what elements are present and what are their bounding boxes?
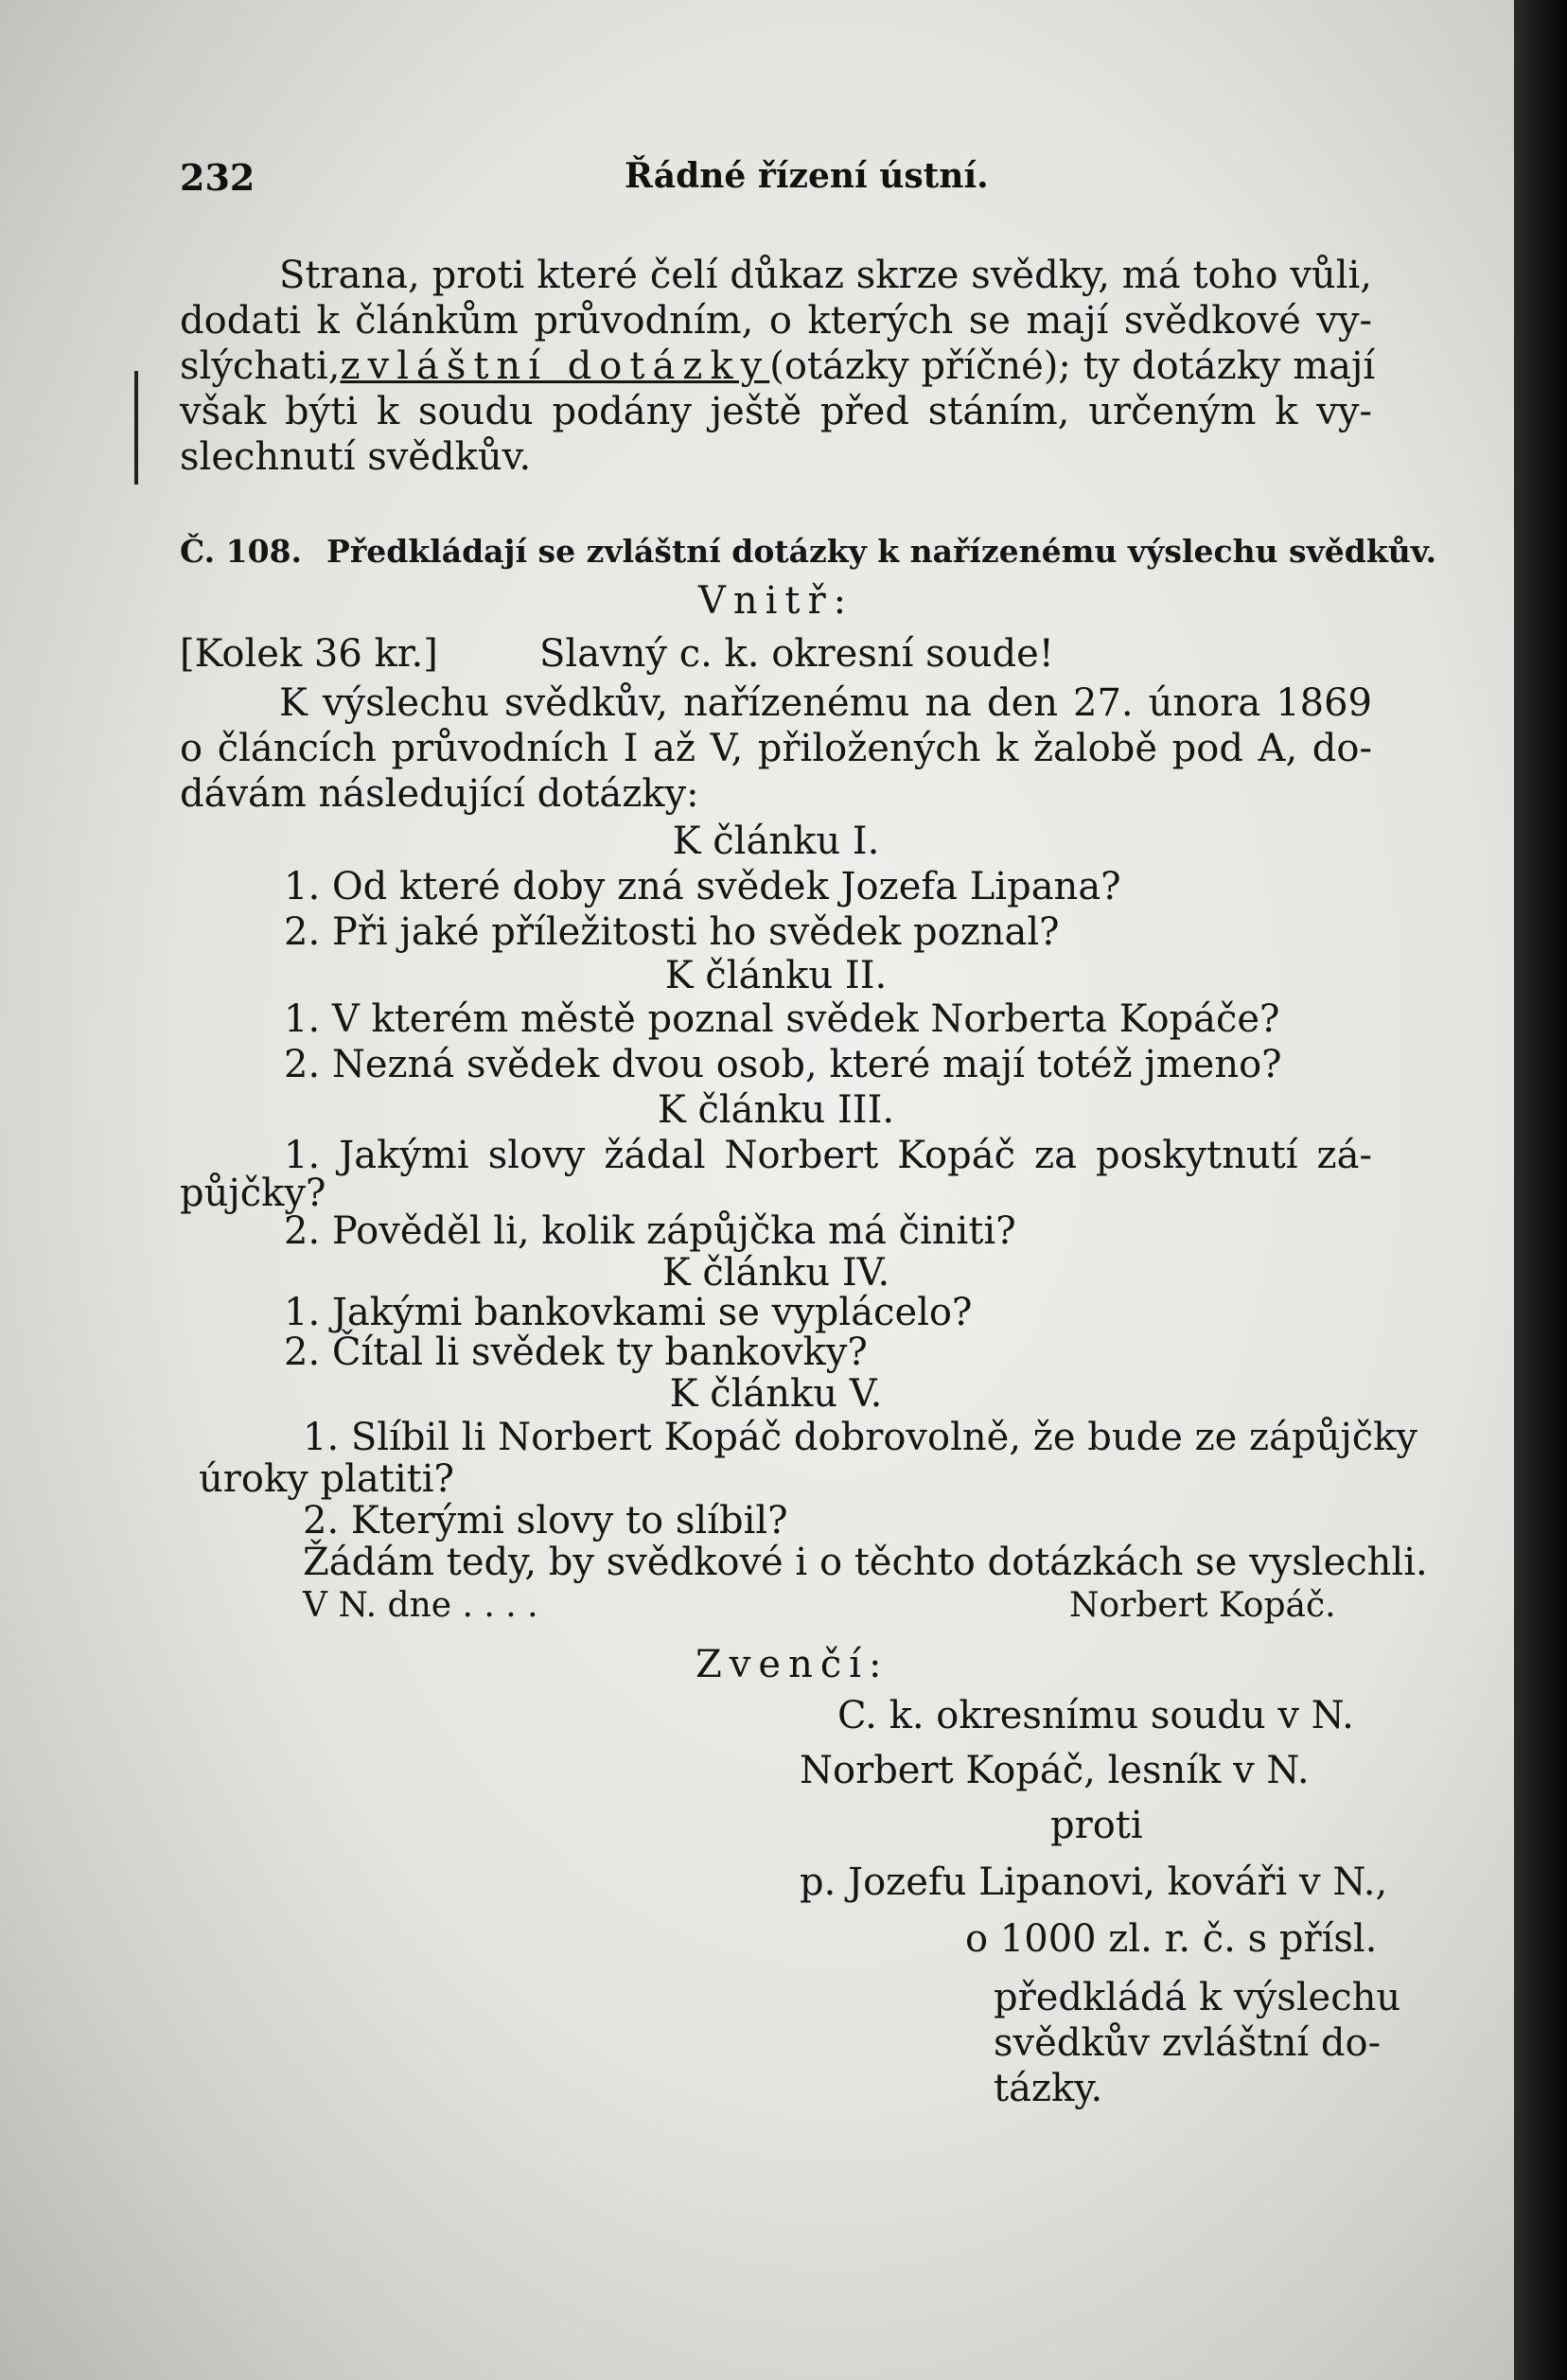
intro-line-5: slechnutí svědkův.	[180, 435, 532, 479]
article-1-heading: K článku I.	[672, 820, 880, 863]
page-header	[180, 156, 1372, 203]
intro-line-3-end: (otázky příčné); ty dotázky mají	[769, 344, 1376, 388]
article-3-question-2: 2. Pověděl li, kolik zápůjčka má činiti?	[284, 1209, 1016, 1253]
intro-line-3-start: slýchati,	[180, 344, 341, 388]
outside-line-3: proti	[1050, 1804, 1143, 1847]
outside-line-5: o 1000 zl. r. č. s přísl.	[965, 1917, 1378, 1961]
article-5-question-2: 2. Kterými slovy to slíbil?	[303, 1499, 788, 1543]
body-line-1: K výslechu svědkův, nařízenému na den 27. února 1869	[279, 681, 1372, 725]
article-4-question-2: 2. Čítal li svědek ty bankovky?	[284, 1331, 868, 1374]
section-title: Předkládají se zvláštní dotázky k nařízenému výslechu svědkův.	[326, 533, 1437, 570]
article-3-question-1-line-2: půjčky?	[180, 1172, 326, 1215]
margin-mark	[134, 371, 138, 485]
outside-line-1: C. k. okresnímu soudu v N.	[837, 1694, 1354, 1737]
closing-request: Žádám tedy, by svědkové i o těchto dotázkách se vyslechli.	[303, 1541, 1428, 1584]
intro-line-2: dodati k článkům průvodním, o kterých se mají svědkové vy-	[180, 299, 1372, 343]
outside-line-8: tázky.	[994, 2067, 1103, 2110]
stamp-note: [Kolek 36 kr.]	[180, 632, 438, 676]
intro-line-4: však býti k soudu podány ještě před stáním, určeným k vy-	[180, 390, 1372, 433]
article-4-heading: K článku IV.	[661, 1251, 890, 1295]
article-5-question-1-line-2: úroky platiti?	[199, 1457, 454, 1501]
section-number: Č. 108.	[180, 533, 303, 570]
article-3-question-1-line-1: 1. Jakými slovy žádal Norbert Kopáč za poskytnutí zá-	[284, 1134, 1372, 1177]
article-5-heading: K článku V.	[669, 1372, 883, 1416]
article-4-question-1: 1. Jakými bankovkami se vyplácelo?	[284, 1291, 973, 1334]
outside-line-4: p. Jozefu Lipanovi, kováři v N.,	[800, 1860, 1388, 1904]
outside-line-7: svědkův zvláštní do-	[994, 2021, 1382, 2065]
article-3-heading: K článku III.	[657, 1088, 895, 1132]
place-date: V N. dne . . . .	[303, 1586, 538, 1625]
scan-edge	[1514, 0, 1567, 2380]
running-title: Řádné řízení ústní.	[625, 156, 989, 196]
article-2-heading: K článku II.	[664, 954, 888, 997]
intro-line-1: Strana, proti které čelí důkaz skrze svědky, má toho vůli,	[279, 254, 1372, 297]
salutation: Slavný c. k. okresní soude!	[539, 632, 1054, 676]
section-heading	[180, 530, 1437, 573]
outside-line-2: Norbert Kopáč, lesník v N.	[800, 1749, 1310, 1792]
page-number: 232	[180, 156, 255, 199]
outside-label: Zvenčí:	[695, 1643, 889, 1686]
outside-line-6: předkládá k výslechu	[994, 1976, 1401, 2019]
intro-line-3	[180, 344, 1376, 388]
signature: Norbert Kopáč.	[1069, 1586, 1336, 1625]
body-line-2: o článcích průvodních I až V, přiložených k žalobě pod A, do-	[180, 727, 1372, 770]
article-2-question-1: 1. V kterém městě poznal svědek Norberta Kopáče?	[284, 997, 1280, 1041]
body-line-3: dávám následující dotázky:	[180, 772, 699, 816]
article-1-question-2: 2. Při jaké příležitosti ho svědek poznal?	[284, 910, 1060, 954]
inside-label: Vnitř:	[697, 579, 854, 623]
article-1-question-1: 1. Od které doby zná svědek Jozefa Lipana?	[284, 865, 1121, 908]
emphasis-special-questions: zvláštní dotázky	[340, 344, 770, 388]
article-5-question-1-line-1: 1. Slíbil li Norbert Kopáč dobrovolně, že bude ze zápůjčky	[303, 1416, 1417, 1459]
article-2-question-2: 2. Nezná svědek dvou osob, které mají totéž jmeno?	[284, 1043, 1282, 1086]
